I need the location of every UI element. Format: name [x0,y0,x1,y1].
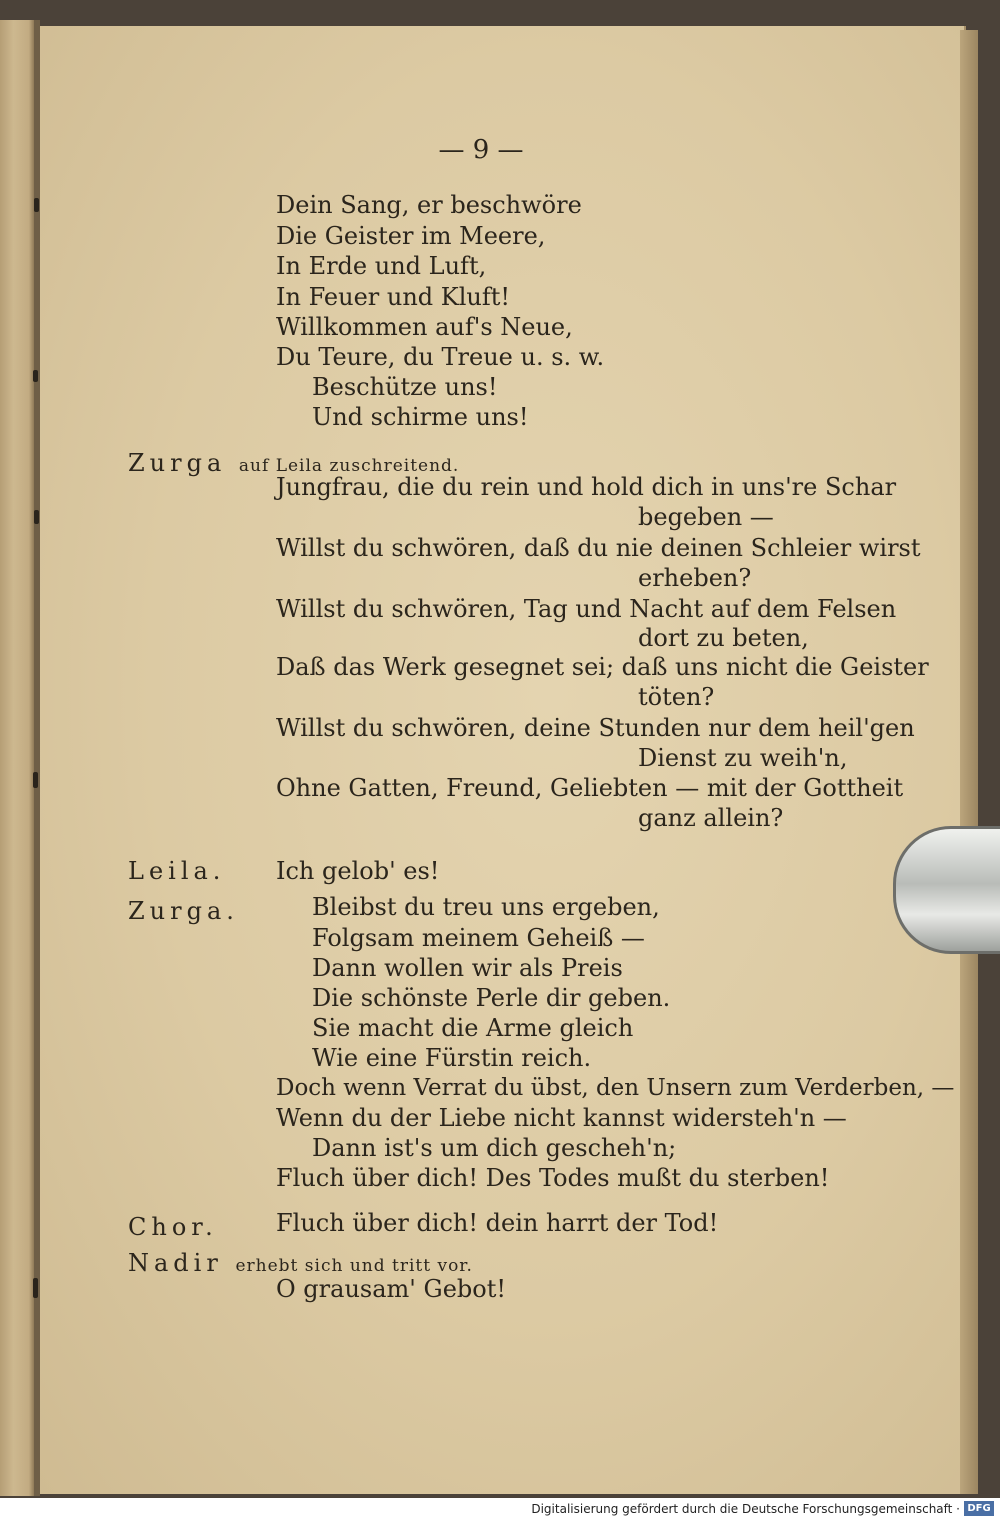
funding-credit: Digitalisierung gefördert durch die Deutsche Forschungsgemeinschaft · [531,1502,960,1516]
verse-line: In Erde und Luft, [276,252,487,280]
ink-mark [33,772,38,788]
dialogue-line: Ohne Gatten, Freund, Geliebten — mit der Gottheit [276,774,904,802]
verse-line: Die Geister im Meere, [276,222,546,250]
dialogue-line: Sie macht die Arme gleich [312,1014,634,1042]
dialogue-line: Dienst zu weih'n, [638,744,848,772]
stage-direction: erhebt sich und tritt vor. [235,1256,473,1276]
verse-line: Du Teure, du Treue u. s. w. [276,343,605,371]
dialogue-line: Die schönste Perle dir geben. [312,984,671,1012]
dialogue-line: Fluch über dich! Des Todes mußt du sterben! [276,1164,830,1192]
verse-line: Und schirme uns! [312,403,529,431]
dialogue-line: Bleibst du treu uns ergeben, [312,893,660,921]
metal-page-clip [893,826,1000,954]
dialogue-line: Doch wenn Verrat du übst, den Unsern zum Verderben, — [276,1075,955,1101]
speaker-name: Nadir [128,1249,223,1277]
ink-mark [33,1278,38,1298]
dialogue-line: Daß das Werk gesegnet sei; daß uns nicht die Geister [276,653,929,681]
dialogue-line: O grausam' Gebot! [276,1275,506,1303]
dialogue-line: Dann ist's um dich gescheh'n; [312,1134,677,1162]
ink-mark [34,198,39,212]
speaker-chor: Chor. [128,1213,218,1241]
verse-line: Dein Sang, er beschwöre [276,191,582,219]
digitization-footer [0,1498,1000,1520]
speaker-name: Zurga [128,449,227,477]
right-page-edge [960,30,978,1494]
dialogue-line: Willst du schwören, daß du nie deinen Schleier wirst [276,534,921,562]
dialogue-line: dort zu beten, [638,624,809,652]
verse-line: In Feuer und Kluft! [276,283,511,311]
dialogue-line: ganz allein? [638,804,784,832]
ink-mark [33,370,38,382]
ink-mark [34,510,39,524]
dialogue-line: Wie eine Fürstin reich. [312,1044,592,1072]
dialogue-line: Dann wollen wir als Preis [312,954,623,982]
dialogue-line: Willst du schwören, deine Stunden nur dem heil'gen [276,714,915,742]
dialogue-line: begeben — [638,503,774,531]
page-number: — 9 — [438,135,524,165]
speaker-zurga: Zurga. [128,897,239,925]
dialogue-line: Folgsam meinem Geheiß — [312,924,645,952]
dialogue-line: Ich gelob' es! [276,857,440,885]
dialogue-line: Willst du schwören, Tag und Nacht auf dem Felsen [276,595,897,623]
verse-line: Willkommen auf's Neue, [276,313,573,341]
speaker-leila: Leila. [128,857,226,885]
verse-line: Beschütze uns! [312,373,498,401]
dialogue-line: Fluch über dich! dein harrt der Tod! [276,1209,719,1237]
left-page-edge [0,20,34,1496]
dialogue-line: erheben? [638,564,752,592]
dialogue-line: Jungfrau, die du rein und hold dich in uns're Schar [276,473,897,501]
dfg-logo: DFG [964,1501,994,1516]
stage-direction: auf Leila zuschreitend. [238,456,460,476]
dialogue-line: Wenn du der Liebe nicht kannst widersteh'n — [276,1104,847,1132]
dialogue-line: töten? [638,683,715,711]
